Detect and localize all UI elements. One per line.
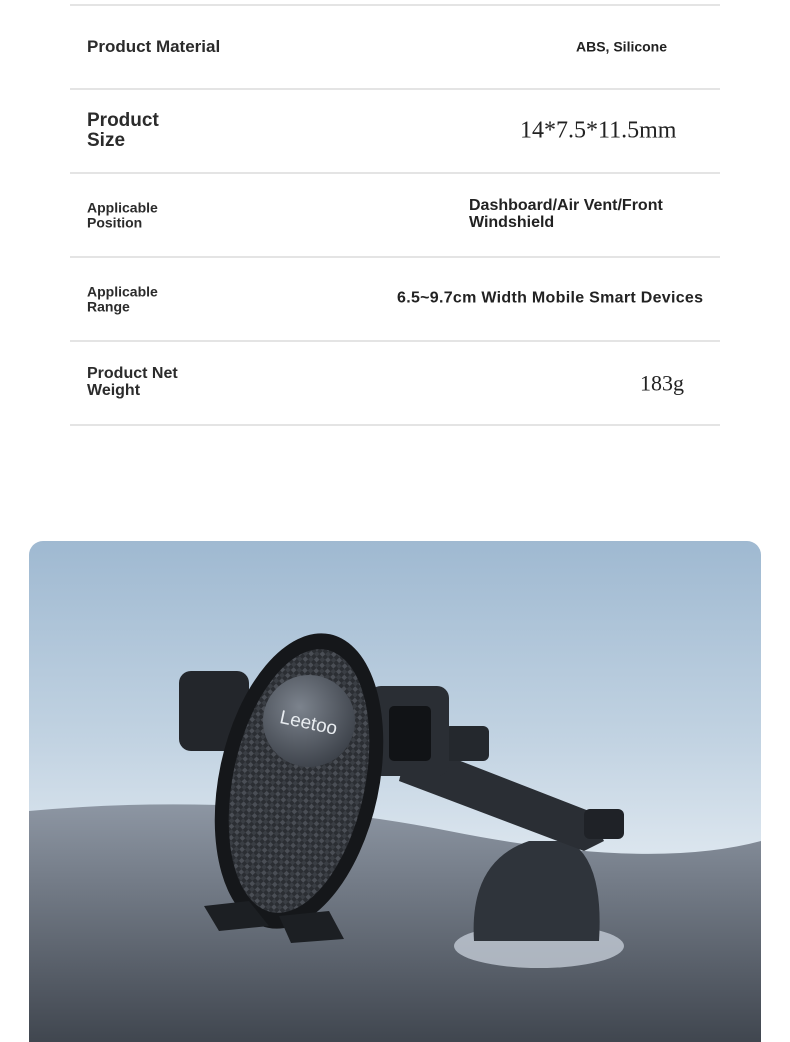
arm-joint-icon [444, 726, 489, 761]
spec-table [70, 4, 720, 426]
spec-row-weight [70, 340, 720, 426]
spec-row-range [70, 256, 720, 340]
spec-value: 6.5~9.7cm Width Mobile Smart Devices [397, 289, 704, 307]
product-photo [29, 541, 761, 1042]
spec-row-position [70, 172, 720, 256]
arm-knob-icon [584, 809, 624, 839]
spec-value: 14*7.5*11.5mm [520, 117, 677, 144]
spec-value: 183g [640, 370, 684, 396]
spec-label: Product Net Weight [87, 365, 178, 399]
spec-row-material [70, 4, 720, 88]
spec-label: Product Material [87, 37, 221, 57]
spec-label: Applicable Range [87, 283, 158, 314]
brand-logo-text: Leetoo [277, 707, 340, 740]
spec-label: Applicable Position [87, 199, 158, 230]
dashboard-surface [29, 804, 761, 1042]
spec-value: Dashboard/Air Vent/Front Windshield [469, 197, 663, 231]
spec-label: Product Size [87, 110, 159, 151]
phone-holder-illustration [29, 541, 761, 1042]
spec-value: ABS, Silicone [576, 38, 668, 55]
spec-row-size [70, 88, 720, 172]
